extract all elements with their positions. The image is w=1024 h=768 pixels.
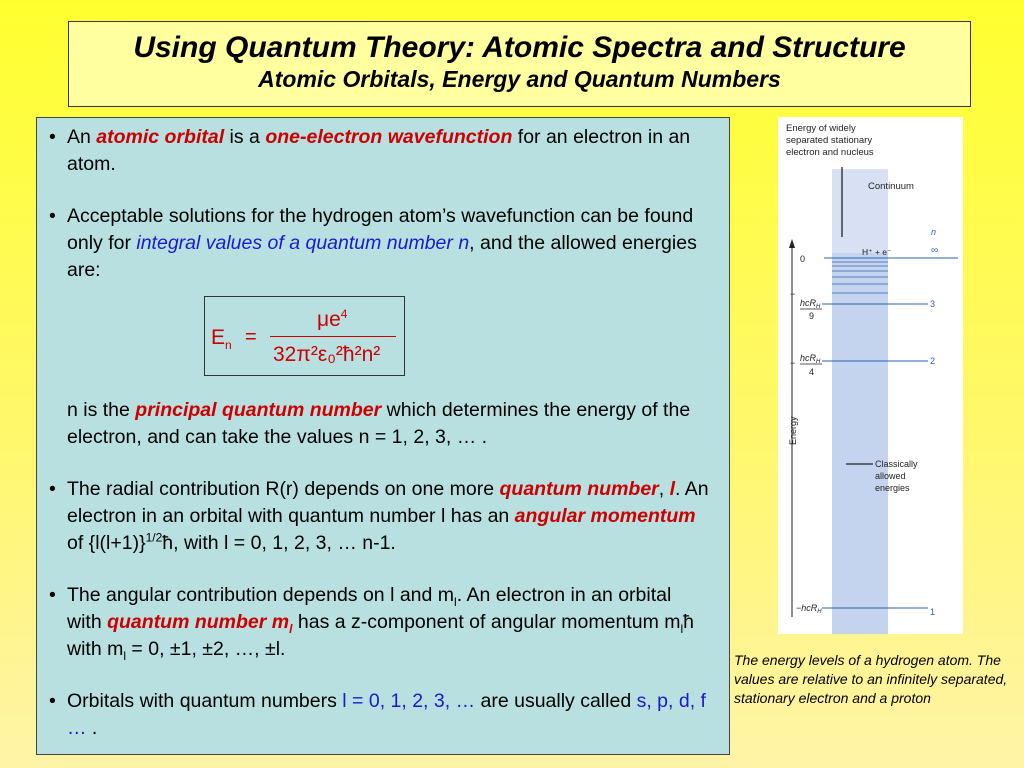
- keyword-atomic-orbital: atomic orbital: [96, 126, 225, 148]
- text: ,: [658, 478, 670, 500]
- eq-num-text: μe: [317, 308, 341, 331]
- minus-sign: −: [790, 358, 796, 368]
- level3-denominator: 9: [809, 311, 815, 321]
- text: Orbitals with quantum numbers: [67, 690, 343, 712]
- title-box: [68, 21, 971, 107]
- keyword-angular-momentum: angular momentum: [514, 505, 696, 527]
- n-infinity: ∞: [931, 245, 939, 256]
- minus-sign: −: [790, 289, 796, 299]
- energy-equation: [204, 296, 405, 376]
- superscript: 1/2: [145, 530, 163, 545]
- bullet-radial: [49, 476, 711, 557]
- text: quantum number m: [107, 611, 290, 633]
- top-label-3: electron and nucleus: [786, 147, 874, 158]
- classical-label-1: Classically: [875, 459, 918, 469]
- keyword-quantum-number-n: integral values of a quantum number n: [136, 232, 470, 254]
- text: n is the: [67, 399, 136, 421]
- level3-num-text: hcR: [800, 298, 817, 308]
- bullet-atomic-orbital: [49, 124, 711, 178]
- eq-e: E: [211, 326, 226, 349]
- text: . An electron in an orbital with: [67, 584, 672, 633]
- continuum-label: Continuum: [868, 181, 914, 192]
- equation-denominator: 32π²ε₀²ħ²n²: [273, 343, 381, 366]
- level1-sub: H: [817, 609, 822, 615]
- text: The radial contribution R(r) depends on one more: [67, 478, 500, 500]
- n3-label: 3: [930, 299, 936, 309]
- keyword-principal-quantum-number: principal quantum number: [135, 399, 382, 421]
- hplus-label: H⁺ + e⁻: [862, 247, 892, 257]
- n1-label: 1: [930, 607, 936, 617]
- classical-label-2: allowed: [875, 471, 906, 481]
- level2-sub: H: [816, 359, 821, 365]
- eq-num-exp: 4: [340, 307, 348, 321]
- text: for an electron in an atom.: [67, 126, 691, 175]
- text: .: [86, 717, 98, 739]
- equation-numerator: [317, 306, 347, 333]
- keyword-l: l: [669, 478, 676, 500]
- text: Acceptable solutions for the hydrogen atom’s wavefunction can be found only for: [67, 205, 694, 254]
- bullet-angular: [49, 582, 711, 663]
- level2-denominator: 4: [809, 367, 815, 377]
- keyword-quantum-number-ml: [107, 611, 293, 636]
- text: ħ, with l = 0, 1, 2, 3, … n-1.: [162, 532, 396, 554]
- subscript: l: [289, 621, 293, 636]
- text: has a z-component of angular momentum m: [292, 611, 681, 633]
- text: The angular contribution depends on l and m: [67, 584, 455, 606]
- text: of {l(l+1)}: [67, 532, 146, 554]
- slide-title: Using Quantum Theory: Atomic Spectra and Structure: [133, 31, 906, 64]
- equals-sign: =: [245, 326, 257, 348]
- content-box: [36, 117, 730, 755]
- text: . An electron in an orbital with quantum number l has an: [67, 478, 709, 527]
- text: ħ with m: [67, 611, 695, 660]
- keyword-quantum-number: quantum number: [499, 478, 659, 500]
- subscript: l: [123, 648, 127, 663]
- eq-sub-n: n: [225, 338, 232, 353]
- equation-lhs: [211, 324, 232, 351]
- slide-subtitle: Atomic Orbitals, Energy and Quantum Numbers: [258, 66, 781, 92]
- bullet-hydrogen-solutions: [49, 203, 711, 284]
- top-label-2: separated stationary: [786, 135, 873, 146]
- top-label-1: Energy of widely: [786, 123, 856, 134]
- keyword-l-values: l = 0, 1, 2, 3, …: [342, 690, 476, 712]
- n2-label: 2: [930, 356, 936, 366]
- bullet-orbital-names: [49, 688, 711, 742]
- level2-num-text: hcR: [800, 353, 817, 363]
- classical-label-3: energies: [875, 483, 910, 493]
- energy-level-diagram: [778, 117, 963, 634]
- zero-label: 0: [800, 254, 806, 264]
- subscript: l: [680, 621, 684, 636]
- fraction-bar: [270, 336, 396, 337]
- text: , and the allowed energies are:: [67, 232, 697, 281]
- keyword-wavefunction: one-electron wavefunction: [265, 126, 513, 148]
- subscript: l: [454, 594, 457, 609]
- text: are usually called: [475, 690, 637, 712]
- text: An: [67, 126, 97, 148]
- text: is a: [224, 126, 266, 148]
- text: = 0, ±1, ±2, …, ±l.: [126, 638, 286, 660]
- principal-quantum-number-note: [49, 397, 711, 451]
- energy-axis-label: Energy: [788, 416, 798, 445]
- n-header: n: [931, 227, 937, 237]
- keyword-spdf: s, p, d, f …: [67, 690, 706, 739]
- level1-text: −hcR: [796, 603, 818, 613]
- level3-sub: H: [816, 304, 821, 310]
- diagram-caption: The energy levels of a hydrogen atom. The values are relative to an infinitely separated, stationary electron and a proton: [734, 652, 1008, 706]
- text: which determines the energy of the electron, and can take the values n = 1, 2, 3, … .: [67, 399, 691, 448]
